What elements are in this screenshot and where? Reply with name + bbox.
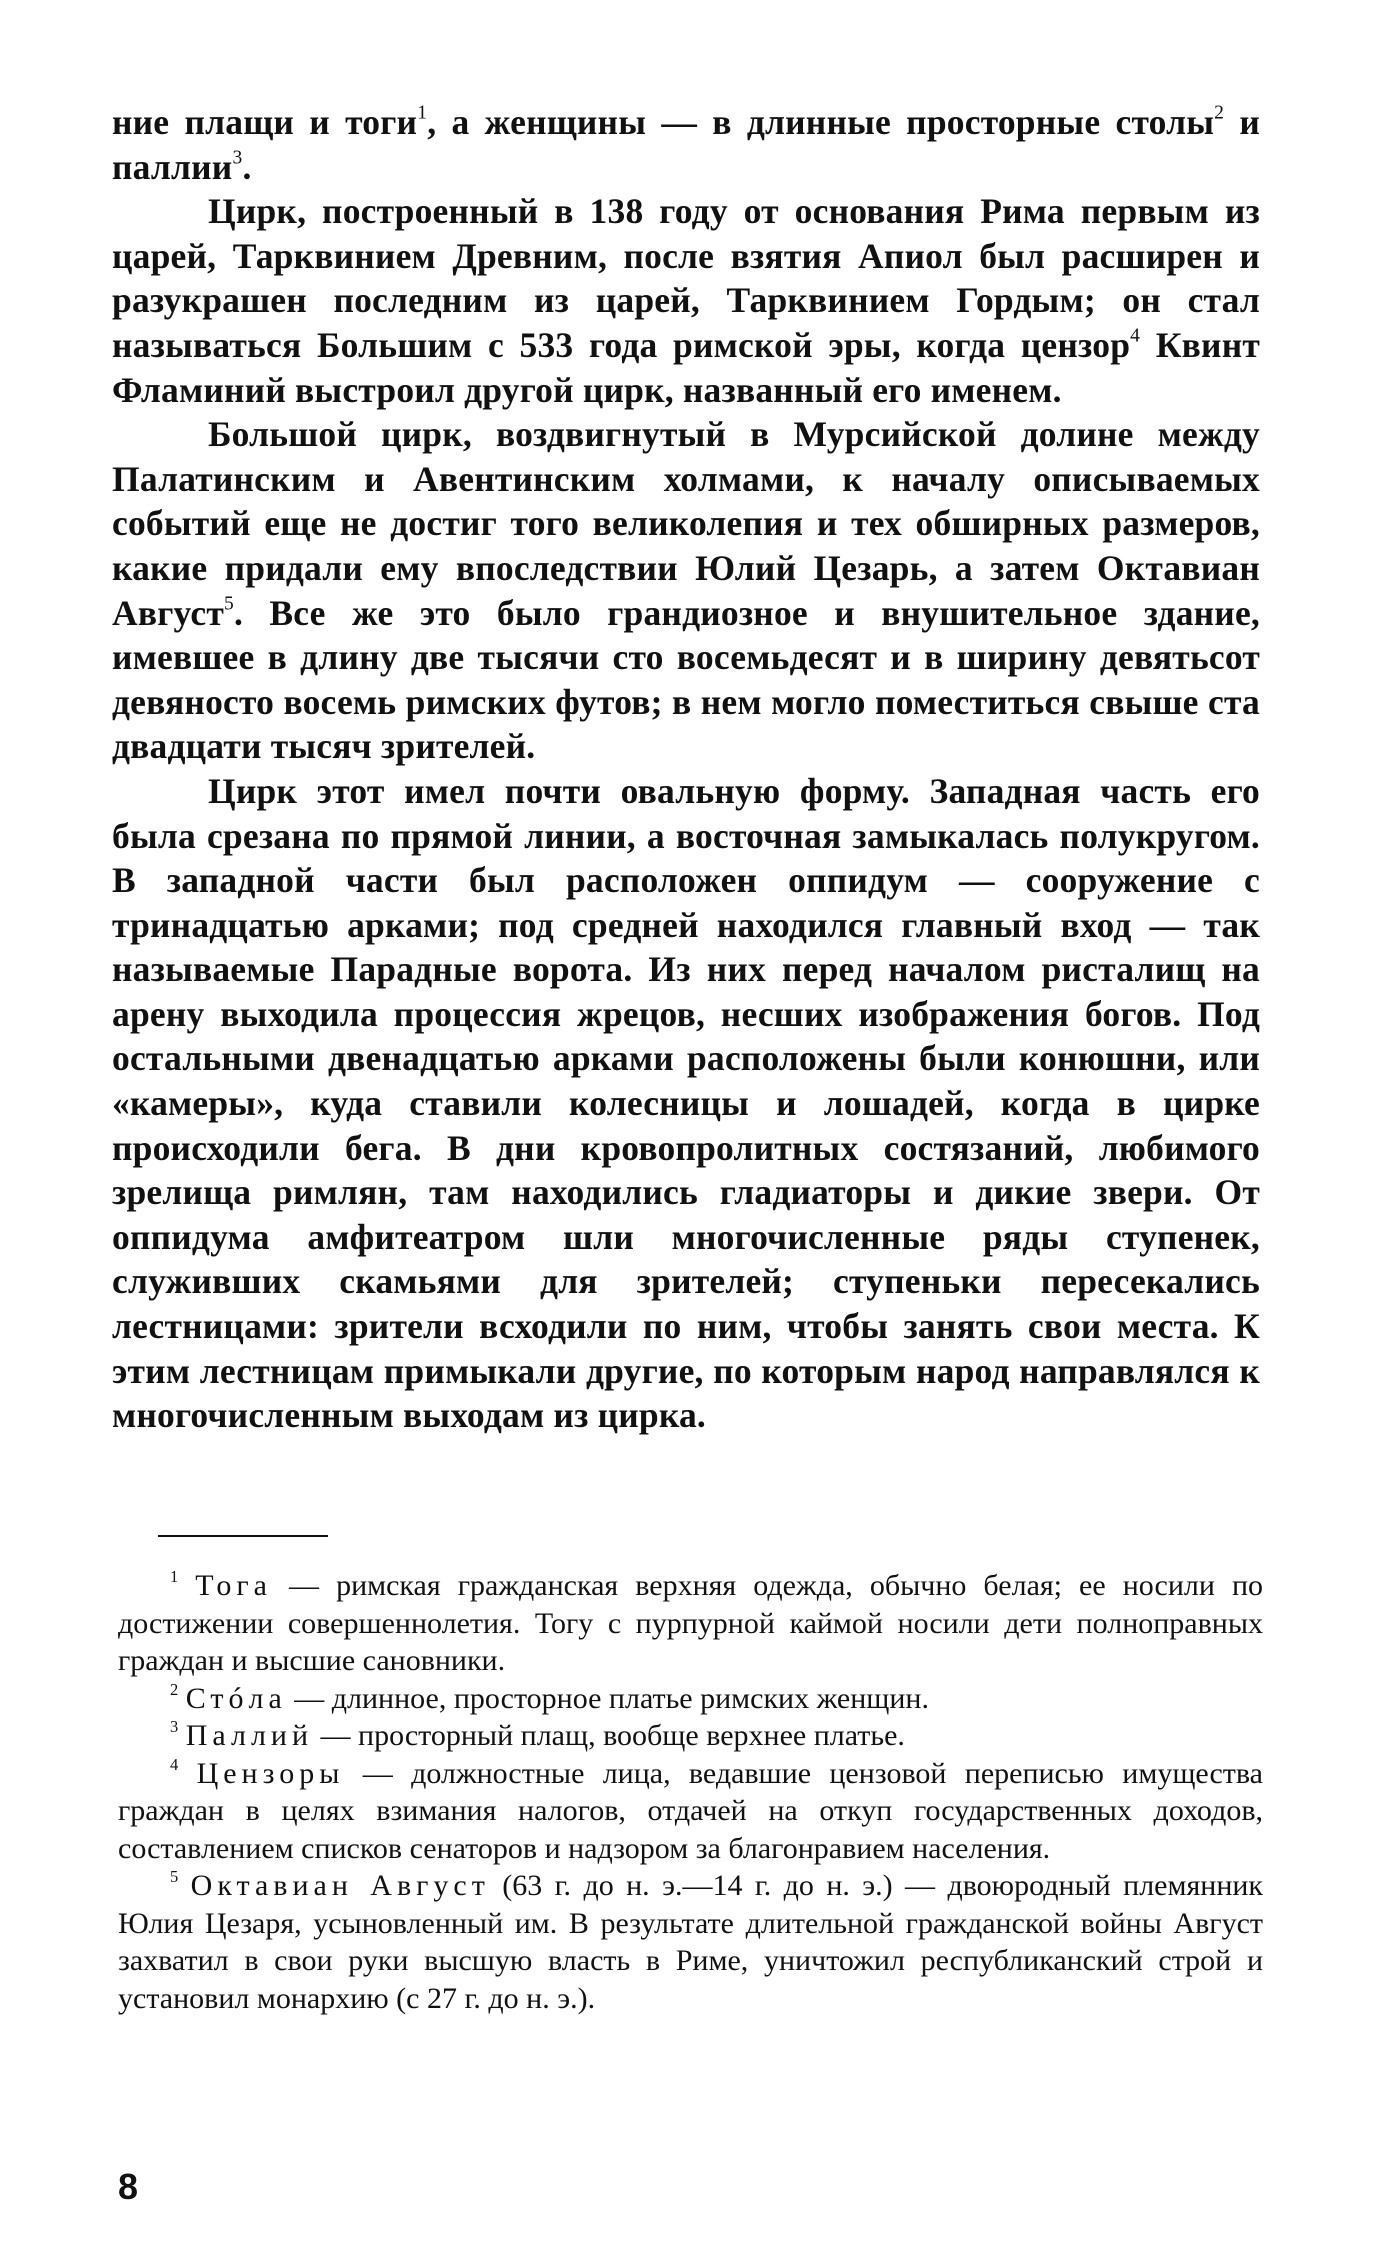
text-run: Цирк, построенный в 138 году от основания Рима первым из царей, Тарквинием Древним, после взятия Апиол был расширен и разукрашен последним из царей, Тарквинием Гордым; он стал называться Большим с 533 года римской эры, когда цензор [112,191,1260,365]
text-run: Большой цирк, воздвигнутый в Мурсийской долине между Палатинским и Авентинским холмами, к началу описываемых событий еще не достиг того великолепия и тех обширных размеров, какие придали ему впоследствии Юлий Цезарь, а затем Октавиан Август [112,414,1260,633]
footnote-text: — длинное, просторное платье римских женщин. [286,1681,929,1715]
footnote-ref: 5 [223,592,234,614]
footnote-ref: 2 [1214,102,1225,124]
footnote-term: Паллий [185,1719,314,1752]
footnote-text: — просторный плащ, вообще верхнее платье. [313,1719,905,1752]
text-run: . Все же это было грандиозное и внушительное здание, имевшее в длину две тысячи сто восемьдесят и в ширину девятьсот девяносто восемь римских футов; в нем могло поместиться свыше ста двадцати тысяч зрителей. [112,592,1260,767]
text-run: и паллии [112,102,1260,187]
paragraph-circus-shape [112,769,1260,1438]
paragraph-circus-history [112,189,1260,412]
footnote-text: — римская гражданская верхняя одежда, обычно белая; ее носили по достижении совершеннолетия. Тогу с пурпурной каймой носили дети полноправных граждан и высшие сановники. [118,1569,1264,1677]
text-run: Цирк этот имел почти овальную форму. Западная часть его была срезана по прямой линии, а восточная замыкалась полукругом. В западной части был расположен оппидум — сооружение с тринадцатью арками; под средней находился главный вход — так называемые Парадные ворота. Из них перед началом ристалищ на арену выходила процессия жрецов, несших изображения богов. Под остальными двенадцатью арками расположены были конюшни, или «камеры», куда ставили колесницы и лошадей, когда в цирке происходили бега. В дни кровопролитных состязаний, любимого зрелища римлян, там находились гладиаторы и дикие звери. От оппидума амфитеатром шли многочисленные ряды ступенек, служивших скамьями для зрителей; ступеньки пересекались лестницами: зрители всходили по ним, чтобы занять свои места. К этим лестницам примыкали другие, по которым народ направлялся к многочисленным выходам из цирка. [112,770,1260,1436]
footnote-number: 4 [170,1754,179,1774]
text-run: . [242,146,252,187]
footnote [118,1680,1263,1718]
paragraph-continued [112,100,1260,189]
text-run: Квинт Фламиний выстроил другой цирк, названный его именем. [112,324,1260,410]
footnote-text: (63 г. до н. э.—14 г. до н. э.) — двоюродный племянник Юлия Цезаря, усыновленный им. В результате длительной гражданской войны Август захватил в свои руки высшую власть в Риме, уничтожил республиканский строй и установил монархию (с 27 г. до н. э.). [118,1869,1263,2015]
text-run: , а женщины — в длинные просторные столы [427,102,1215,142]
footnote [118,1867,1263,2017]
footnote-ref: 4 [1130,325,1141,347]
footnote-number: 2 [170,1679,179,1699]
paragraph-circus-size [112,412,1260,769]
footnote-term: Стóла [185,1681,287,1715]
footnote-ref: 1 [417,102,428,124]
footnote [118,1717,1263,1755]
footnote [118,1567,1263,1680]
footnote-number: 3 [170,1716,179,1736]
footnote-ref: 3 [232,146,243,168]
footnote-number: 5 [170,1866,179,1886]
footnotes [118,1567,1263,2017]
footnote-term: Тога [195,1569,272,1602]
footnote [118,1755,1263,1868]
main-text [112,100,1260,1438]
footnote-text: — должностные лица, ведавшие цензовой переписью имущества граждан в целях взимания налогов, отдачей на откуп государственных доходов, составлением списков сенаторов и надзором за благонравием населения. [118,1756,1263,1865]
footnote-term: Цензоры [196,1756,345,1790]
footnote-term: Октавиан Август [190,1869,490,1902]
text-run: ние плащи и тоги [112,102,418,142]
footnote-divider [158,1535,328,1537]
footnote-number: 1 [170,1566,179,1586]
page-number: 8 [118,2166,139,2207]
